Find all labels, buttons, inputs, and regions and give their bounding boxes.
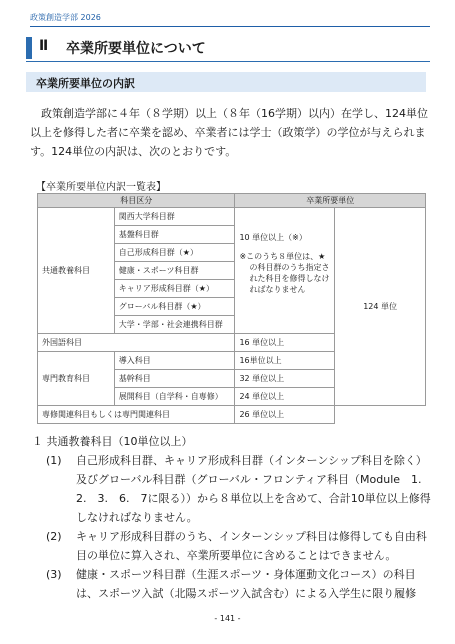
section-title: 卒業所要単位の内訳 bbox=[36, 77, 135, 90]
foreign-label: 外国語科目 bbox=[38, 334, 235, 352]
page-number: - 141 - bbox=[214, 614, 241, 623]
major-item: 展開科目（自学科・自専修） bbox=[114, 388, 235, 406]
related-label: 専修関連科目もしくは専門関連科目 bbox=[38, 406, 235, 424]
item-mark: (2) bbox=[46, 530, 62, 543]
item-mark: (1) bbox=[46, 454, 62, 467]
related-units: 26 単位以上 bbox=[235, 406, 335, 424]
item-text: キャリア形成科目群のうち、インターンシップ科目は修得しても自由科目の単位に算入され、卒業所要単位に含めることはできません。 bbox=[76, 530, 427, 562]
intro-text: 政策創造学部に４年（８学期）以上（８年（16学期）以内）在学し、124単位以上を修得した者に卒業を認め、卒業者には学士（政策学）の学位が与えられます。124単位の内訳は、次のとおりです。 bbox=[30, 107, 428, 158]
header-units: 卒業所要単位 bbox=[235, 194, 426, 208]
chapter-title: 卒業所要単位について bbox=[66, 41, 206, 57]
chapter-number: Ⅱ bbox=[39, 38, 49, 54]
general-item: 自己形成科目群（★） bbox=[114, 244, 235, 262]
foreign-units: 16 単位以上 bbox=[235, 334, 335, 352]
units-table bbox=[37, 193, 426, 424]
general-label: 共通教養科目 bbox=[38, 208, 115, 334]
major-units: 24 単位以上 bbox=[235, 388, 335, 406]
general-item: 大学・学部・社会連携科目群 bbox=[114, 316, 235, 334]
header-rule bbox=[30, 26, 430, 27]
intro-paragraph bbox=[30, 104, 430, 161]
item-text: 自己形成科目群、キャリア形成科目群（インターンシップ科目を除く）及びグローバル科目群（グローバル・フロンティア科目（Module 1. 2. 3. 6. 7に限る））から８単位以上を含めて、合計10単位以上修得しなければなりません。 bbox=[76, 454, 433, 524]
list-item bbox=[30, 565, 434, 603]
section-heading bbox=[26, 72, 426, 92]
item-text: 健康・スポーツ科目群（生涯スポーツ・身体運動文化コース）の科目は、スポーツ入試（北陽スポーツ入試含む）による入学生に限り履修 bbox=[76, 568, 417, 600]
table-caption: 【卒業所要単位内訳一覧表】 bbox=[36, 182, 166, 193]
major-units: 16単位以上 bbox=[235, 352, 335, 370]
item-mark: (3) bbox=[46, 568, 62, 581]
chapter-heading bbox=[26, 34, 430, 62]
major-item: 導入科目 bbox=[114, 352, 235, 370]
list-heading: １ 共通教養科目（10単位以上） bbox=[32, 435, 193, 448]
general-units-cell bbox=[235, 208, 335, 334]
general-item: 関西大学科目群 bbox=[114, 208, 235, 226]
general-units: 10 単位以上（※） bbox=[239, 233, 307, 242]
general-note: ※このうち８単位は、★の科目群のうち指定された科目を修得しなければなりません bbox=[239, 252, 330, 294]
general-item: キャリア形成科目群（★） bbox=[114, 280, 235, 298]
major-units: 32 単位以上 bbox=[235, 370, 335, 388]
list-item bbox=[30, 527, 434, 565]
general-item: 基盤科目群 bbox=[114, 226, 235, 244]
notes-list bbox=[30, 432, 434, 603]
total-units: 124 単位 bbox=[335, 208, 426, 406]
chapter-underline bbox=[26, 61, 430, 62]
header-category: 科目区分 bbox=[38, 194, 235, 208]
major-label: 専門教育科目 bbox=[38, 352, 115, 406]
major-item: 基幹科目 bbox=[114, 370, 235, 388]
chapter-accent-bar bbox=[26, 37, 32, 59]
general-item: 健康・スポーツ科目群 bbox=[114, 262, 235, 280]
running-head: 政策創造学部 2026 bbox=[30, 13, 101, 22]
general-item: グローバル科目群（★） bbox=[114, 298, 235, 316]
list-item bbox=[30, 451, 434, 527]
